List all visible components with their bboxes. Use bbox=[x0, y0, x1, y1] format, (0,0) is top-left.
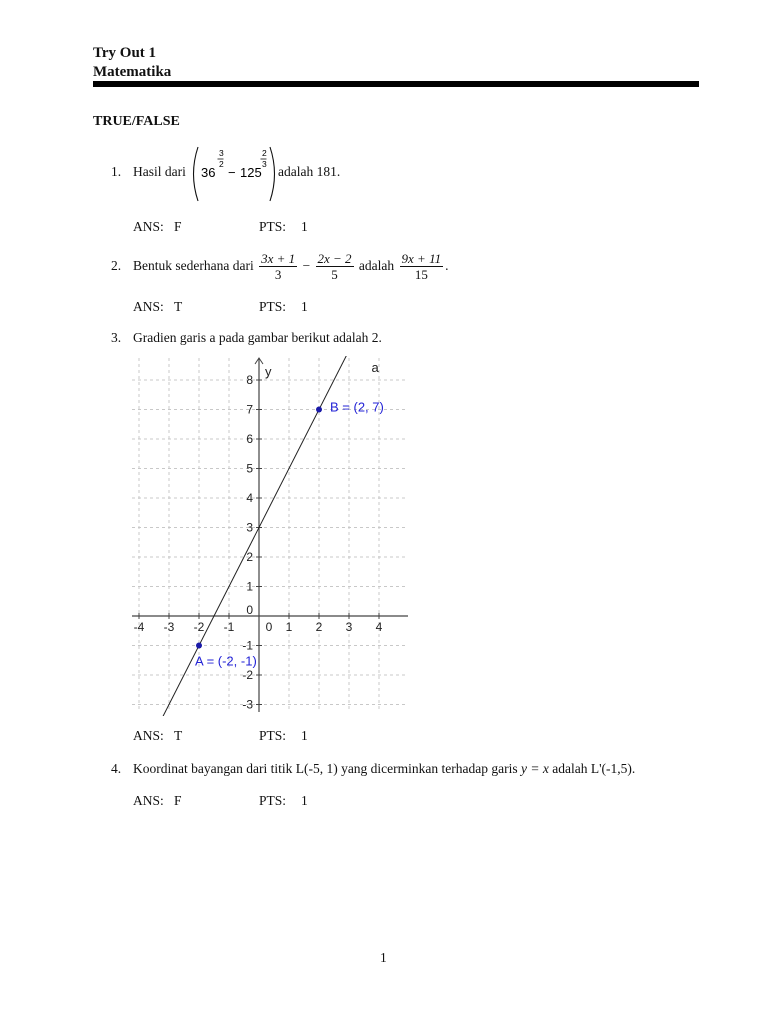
x-tick-label: 4 bbox=[375, 620, 383, 634]
x-tick-label: 2 bbox=[315, 620, 323, 634]
document-title: Try Out 1 bbox=[93, 45, 157, 61]
answer-row bbox=[133, 728, 308, 744]
point-b bbox=[316, 407, 322, 413]
question-number: 2. bbox=[111, 258, 122, 273]
question-text: Bentuk sederhana dari bbox=[133, 258, 254, 273]
fraction-3-numerator: 9x + 11 bbox=[401, 251, 442, 267]
line-a-label: a bbox=[371, 360, 379, 375]
base-2: 125 bbox=[240, 165, 262, 180]
question-suffix: adalah L'(-1,5). bbox=[552, 761, 636, 776]
minus-sign: − bbox=[302, 258, 311, 273]
y-tick-label: 6 bbox=[246, 432, 253, 446]
question-suffix: . bbox=[445, 258, 449, 273]
answer-row bbox=[133, 299, 308, 315]
y-tick-label: 2 bbox=[246, 550, 253, 564]
question-middle: adalah bbox=[358, 258, 395, 273]
point-a bbox=[196, 643, 202, 649]
pts-label: PTS: bbox=[259, 793, 287, 808]
ans-label: ANS: bbox=[133, 299, 164, 314]
x-tick-labels bbox=[134, 620, 383, 634]
base-1: 36 bbox=[201, 165, 216, 180]
y-tick-label: 5 bbox=[246, 461, 253, 476]
fraction-1-denominator: 3 bbox=[274, 267, 282, 283]
question-text: Hasil dari bbox=[133, 164, 186, 179]
point-a-label: A = (-2, -1) bbox=[195, 653, 257, 669]
minus-sign: − bbox=[228, 165, 236, 180]
coordinate-graph bbox=[128, 356, 414, 716]
x-tick-label: 1 bbox=[285, 620, 293, 634]
x-tick-label: -4 bbox=[133, 620, 145, 634]
x-tick-label: 0 bbox=[265, 620, 273, 634]
y-tick-label: 4 bbox=[246, 491, 253, 505]
exp-2-num: 2 bbox=[262, 148, 267, 158]
y-tick-label: 0 bbox=[246, 603, 253, 617]
x-tick-label: -3 bbox=[163, 620, 175, 634]
document-subtitle: Matematika bbox=[93, 64, 172, 80]
x-tick-label: 3 bbox=[345, 620, 353, 634]
section-title: TRUE/FALSE bbox=[93, 114, 180, 129]
ans-value: F bbox=[174, 219, 182, 234]
y-tick-label: 3 bbox=[246, 520, 253, 535]
ans-label: ANS: bbox=[133, 728, 164, 743]
pts-value: 1 bbox=[301, 299, 308, 314]
fraction-1 bbox=[259, 251, 297, 282]
y-axis-label: y bbox=[265, 364, 272, 379]
answer-row bbox=[133, 219, 308, 235]
y-tick-label: 1 bbox=[246, 579, 253, 594]
question-number: 3. bbox=[111, 330, 122, 345]
ans-label: ANS: bbox=[133, 219, 164, 234]
page-number: 1 bbox=[380, 950, 387, 965]
ans-value: T bbox=[174, 299, 183, 314]
y-tick-label: 8 bbox=[246, 373, 253, 387]
question-number: 4. bbox=[111, 761, 122, 776]
x-tick-label: -2 bbox=[193, 620, 205, 634]
exp-1-num: 3 bbox=[219, 148, 224, 158]
fraction-3-denominator: 15 bbox=[414, 267, 428, 283]
fraction-2-numerator: 2x − 2 bbox=[317, 251, 352, 267]
fraction-1-numerator: 3x + 1 bbox=[261, 251, 296, 267]
pts-value: 1 bbox=[301, 793, 308, 808]
question-text-row bbox=[133, 249, 448, 283]
question-text: Koordinat bayangan dari titik L(-5, 1) yang dicerminkan terhadap garis bbox=[133, 761, 518, 776]
pts-value: 1 bbox=[301, 219, 308, 234]
pts-label: PTS: bbox=[259, 299, 287, 314]
exp-1-den: 2 bbox=[219, 159, 224, 169]
ans-value: F bbox=[174, 793, 182, 808]
expression-q1 bbox=[188, 143, 280, 205]
fraction-2-denominator: 5 bbox=[331, 267, 338, 283]
pts-label: PTS: bbox=[259, 219, 287, 234]
ans-value: T bbox=[174, 728, 183, 743]
fraction-2 bbox=[316, 251, 354, 282]
exp-2-den: 3 bbox=[262, 159, 267, 169]
ans-label: ANS: bbox=[133, 793, 164, 808]
pts-value: 1 bbox=[301, 728, 308, 743]
question-number: 1. bbox=[111, 164, 122, 179]
y-tick-label: -2 bbox=[242, 668, 253, 682]
question-suffix: adalah 181. bbox=[278, 164, 341, 179]
y-tick-label: -1 bbox=[242, 638, 253, 653]
fraction-3 bbox=[400, 251, 444, 282]
y-tick-label: 7 bbox=[246, 402, 253, 417]
point-b-label: B = (2, 7) bbox=[330, 399, 384, 415]
math-expression: y = x bbox=[521, 761, 549, 776]
answer-row bbox=[133, 793, 308, 809]
question-text: Gradien garis a pada gambar berikut adalah 2. bbox=[133, 330, 382, 345]
x-tick-label: -1 bbox=[223, 620, 235, 634]
question-text-row bbox=[133, 761, 635, 777]
pts-label: PTS: bbox=[259, 728, 287, 743]
header-rule bbox=[93, 81, 699, 87]
y-tick-label: -3 bbox=[242, 697, 253, 712]
